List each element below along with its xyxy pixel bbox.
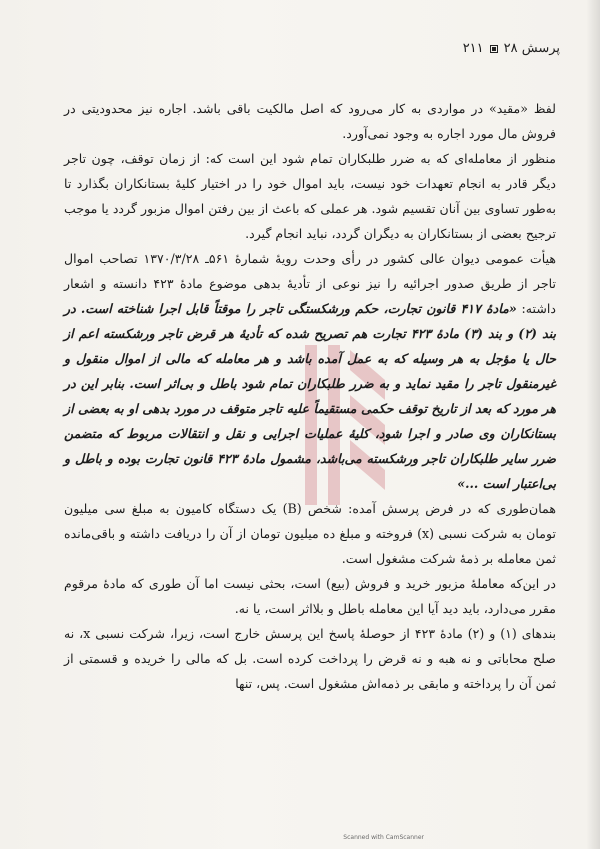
paragraph: بندهای (۱) و (۲) مادهٔ ۴۲۳ از حوصلهٔ پاسخ این پرسش خارج است، زیرا، شرکت نسبی x، نه صلح محاباتی و نه هبه و نه قرض را پرداخت کرده است. بل که مالی را خریده و قسمتی از ثمن آن را پرداخته و مابقی بر ذمه‌اش مشغول است. پس، تنها [64, 626, 556, 691]
paragraph: در این‌که معاملهٔ مزبور خرید و فروش (بیع) است، بحثی نیست اما آن طوری که مادهٔ مرقوم مقرر می‌دارد، باید دید آیا این معامله باطل و بلااثر است، یا نه. [64, 576, 556, 616]
paragraph: منظور از معامله‌ای که به ضرر طلبکاران تمام شود این است که: از زمان توقف، چون تاجر دیگر قادر به انجام تعهدات خود نیست، باید اموال خود را در اختیار کلیهٔ بستانکاران بگذارد تا به‌طور تساوی بین آنان تقسیم شود. هر عملی که باعث از بین رفتن اموال مزبور گردد یا موجب ترجیح بعضی از بستانکاران به دیگران گردد، نباید انجام گیرد. [64, 151, 556, 241]
section-title: پرسش ۲۸ [503, 41, 560, 56]
paragraph [64, 246, 556, 496]
square-bullet-icon [490, 45, 498, 53]
court-ruling-quote: «مادهٔ ۴۱۷ قانون تجارت، حکم ورشکستگی تاجر را موقتاً قابل اجرا شناخته است. در بند (۲) و بند (۳) مادهٔ ۴۲۳ تجارت هم تصریح شده که تأدیهٔ هر قرض تاجر ورشکسته اعم از حال یا مؤجل به هر وسیله که به عمل آمده باشد و هر معامله که مالی از اموال منقول و غیرمنقول تاجر را مقید نماید و به ضرر طلبکاران تمام شود باطل و بی‌اثر است. بنابر این در هر مورد که بعد از تاریخ توقف حکمی مستقیماً علیه تاجر متوقف در مورد بدهی او به بعضی از بستانکاران وی صادر و اجرا شود، کلیهٔ عملیات اجرایی و نقل و انتقالات مربوط که متضمن ضرر سایر طلبکاران تاجر ورشکسته می‌باشد، مشمول مادهٔ ۴۲۳ قانون تجارت بوده و باطل و بی‌اعتبار است ...» [64, 301, 556, 491]
body-text [64, 96, 556, 696]
paragraph-intro: هیأت عمومی دیوان عالی کشور در رأی وحدت رویهٔ شمارهٔ ۵۶۱ـ ۱۳۷۰/۳/۲۸ تصاحب اموال تاجر از طریق صدور اجرائیه را نیز نوعی از تأدیهٔ بدهی موضوع مادهٔ ۴۲۳ دانسته و اشعار داشته: [64, 251, 557, 316]
paragraph: همان‌طوری که در فرض پرسش آمده: شخص (B) یک دستگاه کامیون به مبلغ سی میلیون تومان به شرکت نسبی (x) فروخته و مبلغ ده میلیون تومان از آن را دریافت داشته و باقی‌مانده ثمن معامله بر ذمهٔ شرکت مشغول است. [64, 501, 556, 566]
page-header [90, 41, 560, 56]
scanner-watermark: Scanned with CamScanner [343, 834, 424, 841]
page-number: ۲۱۱ [462, 41, 484, 56]
paragraph: لفظ «مقید» در مواردی به کار می‌رود که اصل مالکیت باقی باشد. اجاره نیز محدودیتی در فروش مال مورد اجاره به وجود نمی‌آورد. [64, 101, 556, 141]
